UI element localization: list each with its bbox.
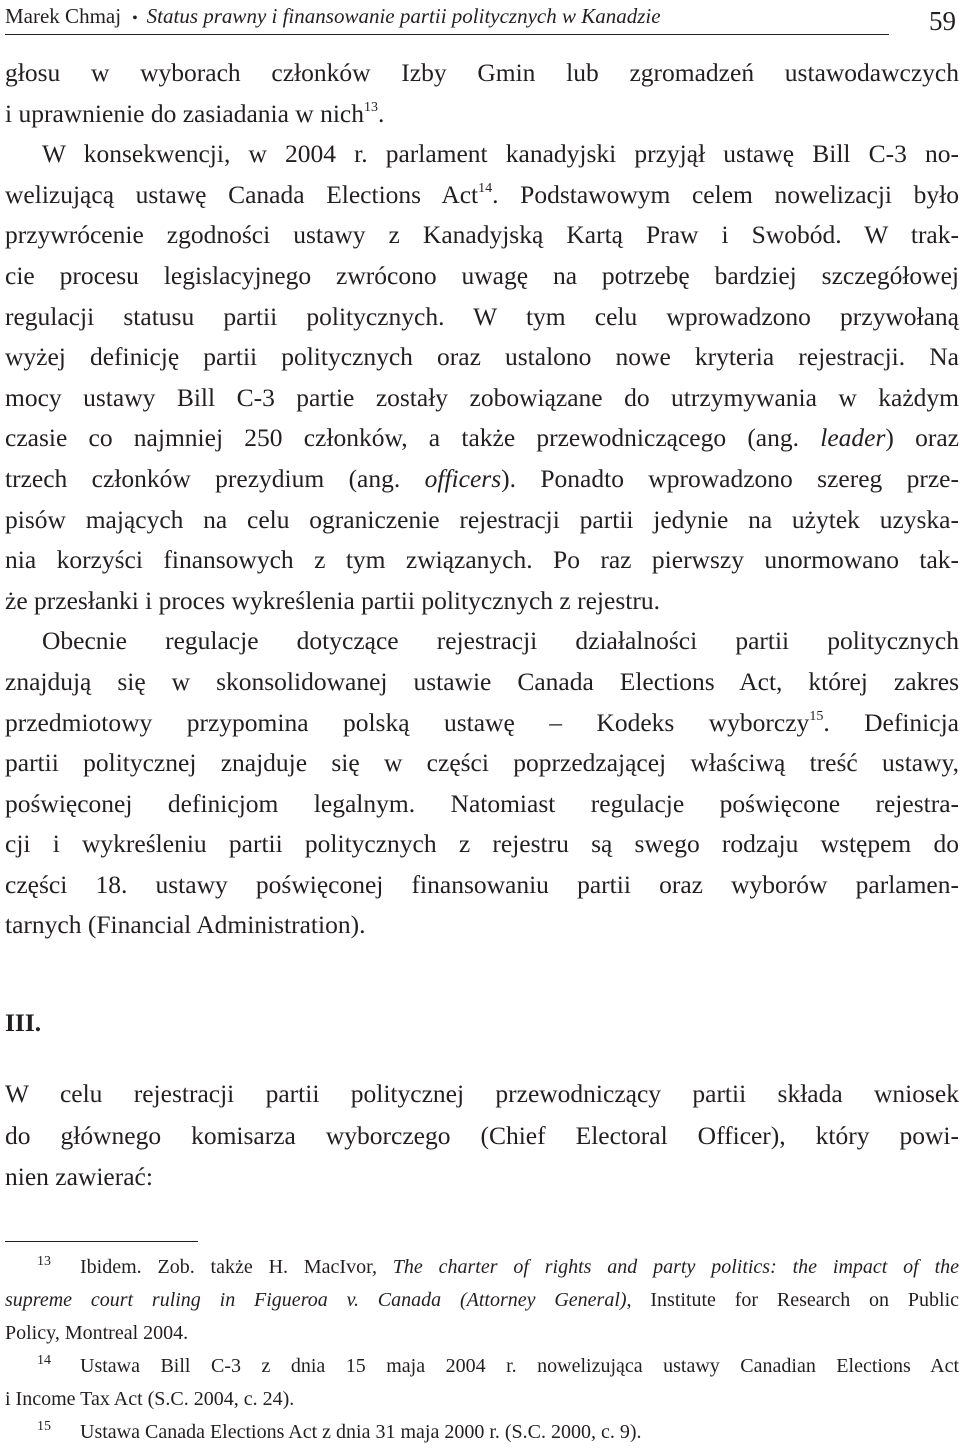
header-rule — [5, 34, 889, 35]
header-author: Marek Chmaj — [5, 4, 122, 28]
text-line: wyżej definicję partii politycznych oraz ustalono nowe kryteria rejestracji. Na — [5, 342, 959, 372]
section-heading: III. — [5, 1008, 42, 1037]
text-line: cji i wykreśleniu partii politycznych z rejestru są swego rodzaju wstępem do — [5, 829, 959, 859]
footnote-rule — [5, 1241, 198, 1242]
emphasis: leader — [820, 423, 886, 453]
text-line: części 18. ustawy poświęconej finansowaniu partii oraz wyborów parlamen- — [5, 869, 959, 899]
text-line: poświęconej definicjom legalnym. Natomiast regulacje poświęcone rejestra- — [5, 788, 959, 818]
text-line: czasie co najmniej 250 członków, a także przewodniczącego (ang. leader) oraz — [5, 423, 959, 453]
footnote-14: 14 Ustawa Bill C-3 z dnia 15 maja 2004 r. nowelizująca ustawy Canadian Elections Act — [37, 1353, 959, 1377]
footnote-13: 13 Ibidem. Zob. także H. MacIvor, The charter of rights and party politics: the impact of the — [37, 1254, 960, 1278]
body-text-section-3 — [5, 1073, 959, 1198]
text-line: do głównego komisarza wyborczego (Chief Electoral Officer), który powi- — [5, 1120, 959, 1150]
footnotes — [5, 1251, 959, 1449]
footnote-15: 15 Ustawa Canada Elections Act z dnia 31 maja 2000 r. (S.C. 2000, c. 9). — [37, 1419, 642, 1443]
text-line: W celu rejestracji partii politycznej przewodniczący partii składa wniosek — [5, 1079, 959, 1108]
text-line: W konsekwencji, w 2004 r. parlament kanadyjski przyjął ustawę Bill C-3 no- — [42, 139, 959, 169]
text-line: mocy ustawy Bill C-3 partie zostały zobowiązane do utrzymywania w każdym — [5, 382, 959, 412]
footnote-ref[interactable]: 14 — [478, 180, 493, 196]
body-text — [5, 53, 959, 946]
text-line: nia korzyści finansowych z tym związanych. Po raz pierwszy unormowano tak- — [5, 545, 959, 575]
text-line: głosu w wyborach członków Izby Gmin lub zgromadzeń ustawodawczych — [5, 58, 959, 87]
text-line: cie procesu legislacyjnego zwrócono uwagę na potrzebę bardziej szczegółowej — [5, 260, 959, 290]
text-line: pisów mających na celu ograniczenie rejestracji partii jedynie na użytek uzyska- — [5, 504, 959, 534]
text-line: znajdują się w skonsolidowanej ustawie Canada Elections Act, której zakres — [5, 666, 959, 696]
text-line: nien zawierać: — [5, 1162, 153, 1191]
emphasis: officers — [424, 463, 502, 493]
footnote-ref[interactable]: 13 — [364, 99, 378, 115]
text-line: partii politycznej znajduje się w części poprzedzającej właściwą treść ustawy, — [5, 748, 959, 778]
text-line: przywrócenie zgodności ustawy z Kanadyjską Kartą Praw i Swobód. W trak- — [5, 220, 959, 250]
text-line: regulacji statusu partii politycznych. W tym celu wprowadzono przywołaną — [5, 301, 959, 331]
text-line: tarnych (Financial Administration). — [5, 910, 366, 940]
text-line: że przesłanki i proces wykreślenia partii politycznych z rejestru. — [5, 585, 660, 615]
emphasis: supreme court ruling in Figueroa v. Canada (Attorney General) — [5, 1289, 627, 1311]
text-line: Obecnie regulacje dotyczące rejestracji działalności partii politycznych — [42, 626, 959, 656]
text-line: welizującą ustawę Canada Elections Act$^{14}$. Podstawowym celem nowelizacji było — [5, 179, 959, 209]
footnote-14-cont: i Income Tax Act (S.C. 2004, c. 24). — [5, 1388, 295, 1410]
text-line: trzech członków prezydium (ang. officers). Ponadto wprowadzono szereg prze- — [5, 463, 959, 493]
header-title: Status prawny i finansowanie partii politycznych w Kanadzie — [146, 4, 661, 28]
text-line: i uprawnienie do zasiadania w nich$^{13}$. — [5, 98, 385, 128]
text-line: przedmiotowy przypomina polską ustawę – Kodeks wyborczy$^{15}$. Definicja — [5, 707, 959, 737]
footnote-13-cont: supreme court ruling in Figueroa v. Canada (Attorney General), Institute for Research on Public — [5, 1289, 960, 1311]
emphasis: The charter of rights and party politics: the impact of the — [392, 1256, 960, 1278]
footnote-ref[interactable]: 15 — [809, 708, 824, 724]
page-number: 59 — [929, 6, 956, 36]
header-bullet: • — [132, 10, 138, 27]
running-header — [5, 2, 889, 30]
footnote-13-cont: Policy, Montreal 2004. — [5, 1322, 189, 1344]
